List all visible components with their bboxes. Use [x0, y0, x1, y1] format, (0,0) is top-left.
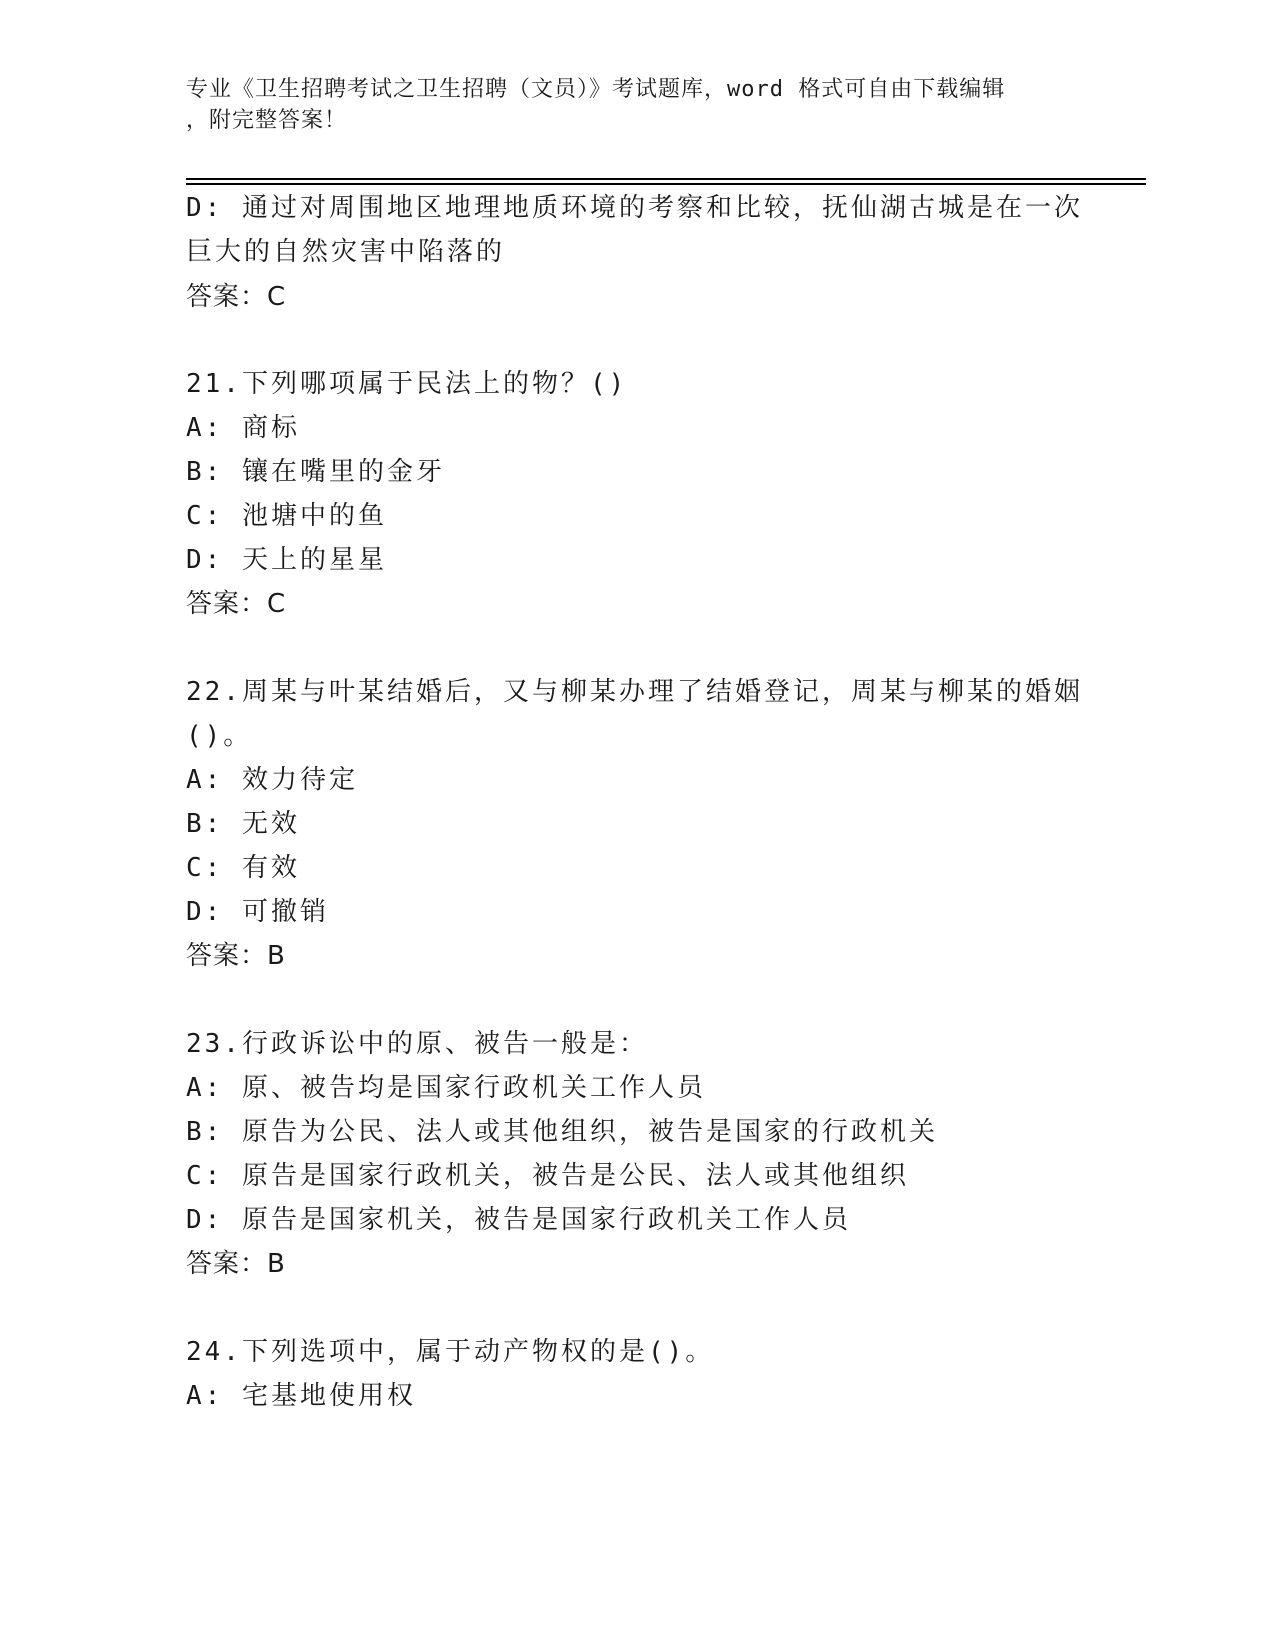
document-header: [186, 74, 1076, 136]
question-24-stem: 24.下列选项中，属于动产物权的是()。: [186, 1337, 715, 1367]
question-22-option-d: D: 可撤销: [186, 897, 329, 927]
answer: 答案：C: [186, 282, 287, 312]
question-23-option-d: D: 原告是国家机关，被告是国家行政机关工作人员: [186, 1205, 851, 1235]
header-line-2: ，附完整答案！: [186, 108, 348, 133]
option-d-continued: 巨大的自然灾害中陷落的: [186, 237, 506, 267]
question-22-answer: 答案：B: [186, 941, 286, 971]
question-21-option-d: D: 天上的星星: [186, 545, 387, 575]
question-24-option-a: A: 宅基地使用权: [186, 1381, 416, 1411]
header-divider-bottom: [186, 183, 1146, 185]
question-22-stem-continued: ()。: [186, 721, 253, 751]
question-23-option-a: A: 原、被告均是国家行政机关工作人员: [186, 1073, 706, 1103]
question-23-answer: 答案：B: [186, 1249, 286, 1279]
question-21-option-c: C: 池塘中的鱼: [186, 501, 387, 531]
question-22-option-a: A: 效力待定: [186, 765, 358, 795]
question-22-option-c: C: 有效: [186, 853, 300, 883]
option-d: D: 通过对周围地区地理地质环境的考察和比较，抚仙湖古城是在一次: [186, 193, 1083, 223]
question-21-stem: 21.下列哪项属于民法上的物？(): [186, 369, 628, 399]
question-23-option-b: B: 原告为公民、法人或其他组织，被告是国家的行政机关: [186, 1117, 938, 1147]
question-21-option-a: A: 商标: [186, 413, 300, 443]
question-22-stem: 22.周某与叶某结婚后，又与柳某办理了结婚登记，周某与柳某的婚姻: [186, 677, 1083, 707]
question-23-option-c: C: 原告是国家行政机关，被告是公民、法人或其他组织: [186, 1161, 909, 1191]
question-22-option-b: B: 无效: [186, 809, 300, 839]
question-21-option-b: B: 镶在嘴里的金牙: [186, 457, 445, 487]
question-23-stem: 23.行政诉讼中的原、被告一般是：: [186, 1029, 648, 1059]
header-divider-top: [186, 178, 1146, 180]
header-line-1: 专业《卫生招聘考试之卫生招聘（文员）》考试题库，word 格式可自由下载编辑: [186, 77, 1006, 102]
question-21-answer: 答案：C: [186, 589, 287, 619]
